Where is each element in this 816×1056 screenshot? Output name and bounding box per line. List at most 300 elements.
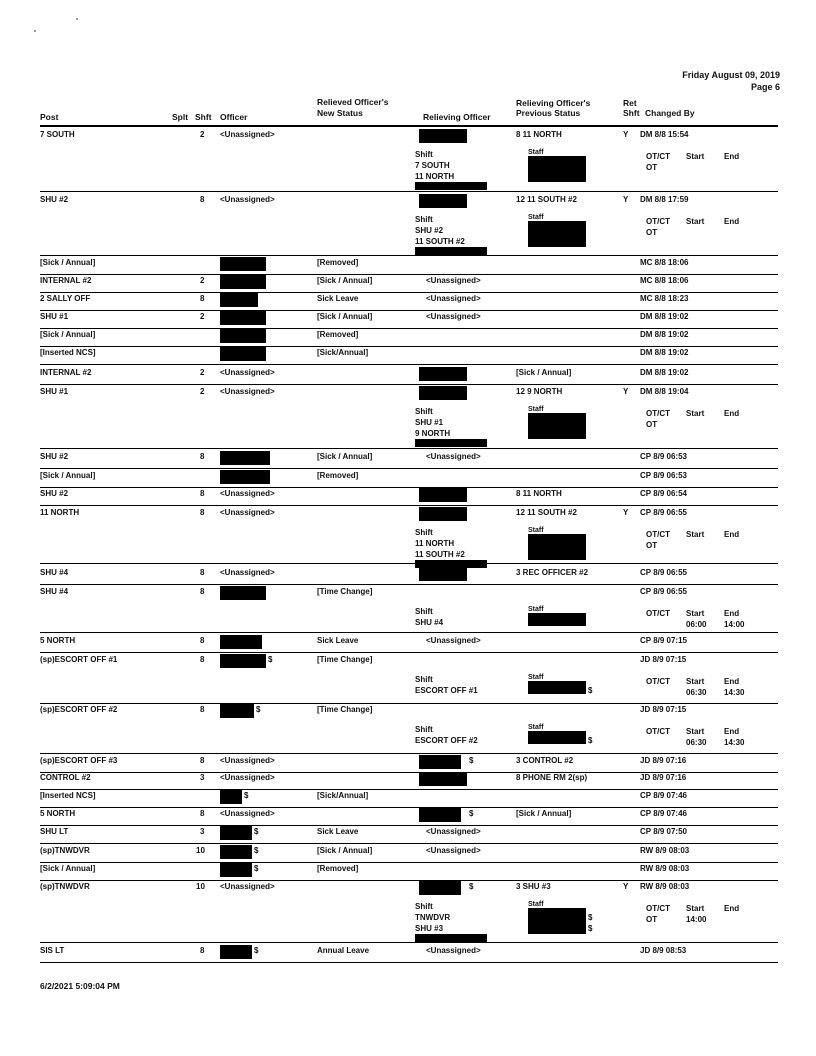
otct-label: OT/CT (646, 677, 670, 686)
shift-cell: 8 (200, 756, 205, 765)
officer-cell: <Unassigned> (220, 809, 275, 818)
shift-label: Shift (415, 528, 433, 537)
officer-redaction (220, 654, 266, 668)
table-row (40, 825, 778, 843)
shift-post-line-2: 11 SOUTH #2 (415, 550, 465, 559)
changed-by-cell: JD 8/9 07:16 (640, 756, 687, 765)
post-cell: (sp)ESCORT OFF #3 (40, 756, 118, 765)
relieved-status-cell: [Time Change] (317, 705, 373, 714)
changed-by-cell: DM 8/8 19:02 (640, 330, 689, 339)
start-time: 06:30 (686, 688, 707, 697)
changed-by-cell: CP 8/9 07:46 (640, 809, 687, 818)
start-time: 14:00 (686, 915, 707, 924)
officer-cell: <Unassigned> (220, 508, 275, 517)
officer-redaction (220, 704, 254, 718)
officer-redaction (220, 347, 266, 361)
officer-redaction (220, 470, 270, 484)
relieving-officer-cell: <Unassigned> (426, 636, 481, 645)
shift-cell: 8 (200, 587, 205, 596)
post-cell: [Sick / Annual] (40, 471, 96, 480)
table-row (40, 346, 778, 364)
table-row (40, 385, 778, 448)
col-ret-1: Ret (623, 98, 637, 108)
shift-cell: 2 (200, 130, 205, 139)
previous-status-cell: 8 PHONE RM 2(sp) (516, 773, 588, 782)
changed-by-cell: DM 8/8 19:04 (640, 387, 689, 396)
changed-by-cell: RW 8/9 08:03 (640, 846, 690, 855)
end-label: End (724, 677, 740, 686)
post-cell: SHU #2 (40, 489, 69, 498)
shift-label: Shift (415, 725, 433, 734)
officer-redaction (220, 635, 262, 649)
shift-cell: 3 (200, 827, 205, 836)
changed-by-cell: JD 8/9 08:53 (640, 946, 687, 955)
end-label: End (724, 217, 740, 226)
table-row (40, 292, 778, 310)
table-row (40, 566, 778, 584)
shift-cell: 2 (200, 312, 205, 321)
officer-redaction (220, 257, 266, 271)
table-row (40, 585, 778, 632)
changed-by-cell: CP 8/9 06:53 (640, 452, 687, 461)
changed-by-cell: CP 8/9 07:15 (640, 636, 687, 645)
post-cell: (sp)TNWDVR (40, 882, 90, 891)
changed-by-cell: JD 8/9 07:16 (640, 773, 687, 782)
post-cell: CONTROL #2 (40, 773, 91, 782)
officer-redaction (220, 586, 266, 600)
staff-redaction (528, 908, 586, 934)
relieving-dollar-flag: $ (469, 882, 474, 891)
staff-label: Staff (528, 606, 544, 613)
start-time: 06:00 (686, 620, 707, 629)
shift-post-line: SHU #4 (415, 618, 444, 627)
otct-label: OT/CT (646, 727, 670, 736)
table-row (40, 193, 778, 255)
post-cell: SHU #1 (40, 387, 69, 396)
table-row (40, 487, 778, 505)
changed-by-cell: CP 8/9 07:50 (640, 827, 687, 836)
shift-cell: 8 (200, 489, 205, 498)
table-row (40, 944, 778, 962)
end-label: End (724, 904, 740, 913)
officer-dollar-flag: $ (268, 655, 273, 664)
otct-label: OT/CT (646, 530, 670, 539)
print-timestamp: 6/2/2021 5:09:04 PM (40, 981, 120, 991)
staff-redaction (528, 613, 586, 626)
relieved-status-cell: Sick Leave (317, 827, 359, 836)
end-time: 14:30 (724, 688, 745, 697)
relieved-status-cell: [Time Change] (317, 655, 373, 664)
col-post: Post (40, 112, 59, 122)
overtime-type: OT (646, 163, 658, 172)
shift-cell: 10 (196, 846, 205, 855)
post-cell: [Inserted NCS] (40, 348, 96, 357)
shift-cell: 8 (200, 195, 205, 204)
start-label: Start (686, 217, 705, 226)
shift-label: Shift (415, 215, 433, 224)
col-changed-by: Changed By (645, 108, 695, 118)
shift-post-line: 11 NORTH (415, 539, 455, 548)
start-label: Start (686, 904, 705, 913)
table-row (40, 634, 778, 652)
shift-label: Shift (415, 675, 433, 684)
end-time: 14:00 (724, 620, 745, 629)
row-divider (40, 563, 778, 564)
report-date: Friday August 09, 2019 (682, 70, 780, 80)
shift-label: Shift (415, 607, 433, 616)
post-cell: (sp)ESCORT OFF #1 (40, 655, 118, 664)
end-label: End (724, 727, 740, 736)
relieving-officer-redaction (419, 808, 461, 822)
relieved-status-cell: Sick Leave (317, 636, 359, 645)
table-row (40, 862, 778, 880)
otct-label: OT/CT (646, 409, 670, 418)
staff-dollar-flag: $ (588, 686, 593, 695)
relieved-status-cell: [Sick/Annual] (317, 791, 369, 800)
previous-status-cell: 3 REC OFFICER #2 (516, 568, 589, 577)
row-divider (40, 942, 778, 943)
col-relieving-officer: Relieving Officer (423, 112, 491, 122)
relieving-officer-redaction (419, 881, 461, 895)
shift-label: Shift (415, 150, 433, 159)
col-relieved-status-1: Relieved Officer's (317, 97, 389, 107)
col-relieved-status-2: New Status (317, 108, 363, 118)
row-divider (40, 191, 778, 192)
changed-by-cell: RW 8/9 08:03 (640, 864, 690, 873)
previous-status-cell: 3 SHU #3 (516, 882, 551, 891)
relieving-officer-redaction (419, 194, 467, 208)
shift-label: Shift (415, 902, 433, 911)
officer-redaction (220, 863, 252, 877)
officer-redaction (220, 451, 270, 465)
changed-by-cell: MC 8/8 18:06 (640, 258, 689, 267)
header-rule (40, 125, 778, 127)
otct-label: OT/CT (646, 217, 670, 226)
scan-speck (34, 30, 36, 32)
officer-dollar-flag: $ (254, 827, 259, 836)
row-divider (40, 632, 778, 633)
changed-by-cell: CP 8/9 06:53 (640, 471, 687, 480)
staff-redaction (528, 534, 586, 560)
officer-dollar-flag: $ (254, 846, 259, 855)
relieving-dollar-flag: $ (469, 756, 474, 765)
changed-by-cell: CP 8/9 06:55 (640, 587, 687, 596)
staff-label: Staff (528, 901, 544, 908)
changed-by-cell: DM 8/8 17:59 (640, 195, 689, 204)
shift-post-line-2: 9 NORTH (415, 429, 451, 438)
post-cell: 11 NORTH (40, 508, 80, 517)
post-cell: SIS LT (40, 946, 65, 955)
staff-dollar-flag-2: $ (588, 924, 593, 933)
relieving-officer-cell: <Unassigned> (426, 294, 481, 303)
relieved-status-cell: [Removed] (317, 471, 359, 480)
table-row (40, 754, 778, 772)
post-cell: SHU #2 (40, 195, 69, 204)
overtime-type: OT (646, 420, 658, 429)
officer-redaction (220, 329, 266, 343)
relieving-officer-redaction (419, 386, 467, 400)
staff-redaction (528, 731, 586, 744)
officer-dollar-flag: $ (254, 946, 259, 955)
shift-post-line: 7 SOUTH (415, 161, 450, 170)
changed-by-cell: DM 8/8 19:02 (640, 348, 689, 357)
relieved-status-cell: [Removed] (317, 258, 359, 267)
relieved-status-cell: [Removed] (317, 864, 359, 873)
post-cell: INTERNAL #2 (40, 276, 92, 285)
table-row (40, 328, 778, 346)
staff-label: Staff (528, 527, 544, 534)
staff-dollar-flag: $ (588, 736, 593, 745)
officer-cell: <Unassigned> (220, 195, 275, 204)
relieving-officer-redaction (419, 129, 467, 143)
end-label: End (724, 530, 740, 539)
row-divider (40, 364, 778, 365)
return-shift-cell: Y (623, 882, 629, 891)
table-row (40, 128, 778, 191)
end-label: End (724, 609, 740, 618)
officer-cell: <Unassigned> (220, 882, 275, 891)
post-cell: (sp)ESCORT OFF #2 (40, 705, 118, 714)
otct-label: OT/CT (646, 609, 670, 618)
return-shift-cell: Y (623, 195, 629, 204)
post-cell: SHU #1 (40, 312, 69, 321)
relieving-officer-cell: <Unassigned> (426, 827, 481, 836)
officer-redaction (220, 293, 258, 307)
otct-label: OT/CT (646, 152, 670, 161)
table-row (40, 653, 778, 703)
previous-status-cell: 12 11 SOUTH #2 (516, 508, 577, 517)
previous-status-cell: [Sick / Annual] (516, 809, 572, 818)
relieved-status-cell: [Sick / Annual] (317, 452, 373, 461)
staff-label: Staff (528, 724, 544, 731)
shift-post-line-2: SHU #3 (415, 924, 444, 933)
relieved-status-cell: [Removed] (317, 330, 359, 339)
scan-speck (76, 18, 78, 20)
shift-post-line: TNWDVR (415, 913, 451, 922)
start-label: Start (686, 609, 705, 618)
staff-label: Staff (528, 214, 544, 221)
col-officer: Officer (220, 112, 248, 122)
changed-by-cell: JD 8/9 07:15 (640, 705, 687, 714)
end-time: 14:30 (724, 738, 745, 747)
changed-by-cell: DM 8/8 15:54 (640, 130, 689, 139)
post-cell: [Sick / Annual] (40, 864, 96, 873)
previous-status-cell: 12 11 SOUTH #2 (516, 195, 577, 204)
post-cell: 2 SALLY OFF (40, 294, 91, 303)
shift-cell: 2 (200, 387, 205, 396)
shift-cell: 8 (200, 655, 205, 664)
changed-by-cell: CP 8/9 06:55 (640, 508, 687, 517)
officer-redaction (220, 790, 242, 804)
start-time: 06:30 (686, 738, 707, 747)
relieving-officer-redaction (419, 507, 467, 521)
col-splt: Splt (172, 112, 189, 122)
post-cell: 5 NORTH (40, 809, 76, 818)
previous-status-cell: 8 11 NORTH (516, 130, 562, 139)
end-label: End (724, 152, 740, 161)
start-label: Start (686, 677, 705, 686)
relieving-officer-redaction (419, 367, 467, 381)
shift-post-line-2: 11 SOUTH #2 (415, 237, 465, 246)
post-cell: SHU #2 (40, 452, 69, 461)
officer-dollar-flag: $ (256, 705, 261, 714)
officer-redaction-lower (415, 182, 487, 190)
start-label: Start (686, 530, 705, 539)
shift-cell: 8 (200, 946, 205, 955)
changed-by-cell: CP 8/9 06:55 (640, 568, 687, 577)
relieving-officer-redaction (419, 567, 467, 581)
officer-redaction-lower (415, 247, 487, 255)
table-row (40, 880, 778, 942)
previous-status-cell: 3 CONTROL #2 (516, 756, 574, 765)
table-row (40, 771, 778, 789)
otct-label: OT/CT (646, 904, 670, 913)
officer-cell: <Unassigned> (220, 568, 275, 577)
changed-by-cell: MC 8/8 18:06 (640, 276, 689, 285)
col-ret-2: Shft (623, 108, 640, 118)
changed-by-cell: MC 8/8 18:23 (640, 294, 689, 303)
officer-cell: <Unassigned> (220, 489, 275, 498)
return-shift-cell: Y (623, 130, 629, 139)
col-relieving-prev-2: Previous Status (516, 108, 581, 118)
post-cell: [Inserted NCS] (40, 791, 96, 800)
previous-status-cell: 12 9 NORTH (516, 387, 563, 396)
end-label: End (724, 409, 740, 418)
shift-cell: 2 (200, 368, 205, 377)
shift-cell: 2 (200, 276, 205, 285)
post-cell: SHU LT (40, 827, 69, 836)
officer-redaction (220, 845, 252, 859)
post-cell: SHU #4 (40, 587, 69, 596)
shift-post-line: SHU #1 (415, 418, 444, 427)
relieving-officer-cell: <Unassigned> (426, 312, 481, 321)
staff-label: Staff (528, 674, 544, 681)
page-number: Page 6 (750, 82, 780, 92)
shift-post-line: ESCORT OFF #2 (415, 736, 478, 745)
relieved-status-cell: [Time Change] (317, 587, 373, 596)
previous-status-cell: 8 11 NORTH (516, 489, 562, 498)
officer-redaction-lower (415, 439, 487, 447)
relieved-status-cell: [Sick / Annual] (317, 276, 373, 285)
shift-post-line: SHU #2 (415, 226, 444, 235)
shift-cell: 3 (200, 773, 205, 782)
shift-post-line-2: 11 NORTH (415, 172, 455, 181)
overtime-type: OT (646, 541, 658, 550)
row-divider (40, 962, 778, 963)
officer-cell: <Unassigned> (220, 368, 275, 377)
changed-by-cell: RW 8/9 08:03 (640, 882, 690, 891)
staff-dollar-flag: $ (588, 913, 593, 922)
post-cell: SHU #4 (40, 568, 69, 577)
officer-cell: <Unassigned> (220, 387, 275, 396)
shift-cell: 8 (200, 809, 205, 818)
shift-cell: 8 (200, 508, 205, 517)
officer-cell: <Unassigned> (220, 773, 275, 782)
shift-cell: 8 (200, 452, 205, 461)
shift-cell: 10 (196, 882, 205, 891)
shift-cell: 8 (200, 294, 205, 303)
relieved-status-cell: [Sick/Annual] (317, 348, 369, 357)
row-divider (40, 448, 778, 449)
relieving-officer-redaction (419, 488, 467, 502)
staff-redaction (528, 681, 586, 694)
staff-label: Staff (528, 149, 544, 156)
post-cell: [Sick / Annual] (40, 258, 96, 267)
post-cell: 7 SOUTH (40, 130, 75, 139)
changed-by-cell: CP 8/9 06:54 (640, 489, 687, 498)
overtime-type: OT (646, 915, 658, 924)
relieving-officer-redaction (419, 755, 461, 769)
relieving-officer-cell: <Unassigned> (426, 946, 481, 955)
table-row (40, 703, 778, 753)
table-row (40, 469, 778, 487)
post-cell: [Sick / Annual] (40, 330, 96, 339)
col-shft: Shft (195, 112, 212, 122)
relieved-status-cell: Annual Leave (317, 946, 370, 955)
shift-cell: 8 (200, 636, 205, 645)
changed-by-cell: CP 8/9 07:46 (640, 791, 687, 800)
relieving-officer-cell: <Unassigned> (426, 276, 481, 285)
relieved-status-cell: [Sick / Annual] (317, 846, 373, 855)
post-cell: (sp)TNWDVR (40, 846, 90, 855)
table-row (40, 256, 778, 274)
officer-dollar-flag: $ (254, 864, 259, 873)
start-label: Start (686, 727, 705, 736)
start-label: Start (686, 409, 705, 418)
post-cell: INTERNAL #2 (40, 368, 92, 377)
relieving-officer-cell: <Unassigned> (426, 452, 481, 461)
officer-redaction (220, 311, 266, 325)
changed-by-cell: JD 8/9 07:15 (640, 655, 687, 664)
staff-redaction (528, 413, 586, 439)
return-shift-cell: Y (623, 508, 629, 517)
staff-redaction (528, 221, 586, 247)
shift-cell: 8 (200, 568, 205, 577)
overtime-type: OT (646, 228, 658, 237)
shift-cell: 8 (200, 705, 205, 714)
return-shift-cell: Y (623, 387, 629, 396)
staff-redaction (528, 156, 586, 182)
table-row (40, 450, 778, 468)
officer-dollar-flag: $ (244, 791, 249, 800)
previous-status-cell: [Sick / Annual] (516, 368, 572, 377)
table-row (40, 789, 778, 807)
table-row (40, 506, 778, 563)
changed-by-cell: DM 8/8 19:02 (640, 368, 689, 377)
table-row (40, 310, 778, 328)
post-cell: 5 NORTH (40, 636, 76, 645)
table-row (40, 366, 778, 384)
table-row (40, 807, 778, 825)
changed-by-cell: DM 8/8 19:02 (640, 312, 689, 321)
relieving-officer-redaction (419, 772, 455, 786)
relieved-status-cell: [Sick / Annual] (317, 312, 373, 321)
relieving-officer-cell: <Unassigned> (426, 846, 481, 855)
staff-label: Staff (528, 406, 544, 413)
shift-post-line: ESCORT OFF #1 (415, 686, 478, 695)
relieving-dollar-flag: $ (469, 809, 474, 818)
officer-cell: <Unassigned> (220, 130, 275, 139)
shift-label: Shift (415, 407, 433, 416)
officer-redaction (220, 275, 266, 289)
officer-redaction (220, 945, 252, 959)
officer-redaction (220, 826, 252, 840)
relieved-status-cell: Sick Leave (317, 294, 359, 303)
table-row (40, 274, 778, 292)
col-relieving-prev-1: Relieving Officer's (516, 98, 591, 108)
officer-cell: <Unassigned> (220, 756, 275, 765)
officer-redaction-lower (415, 934, 487, 942)
